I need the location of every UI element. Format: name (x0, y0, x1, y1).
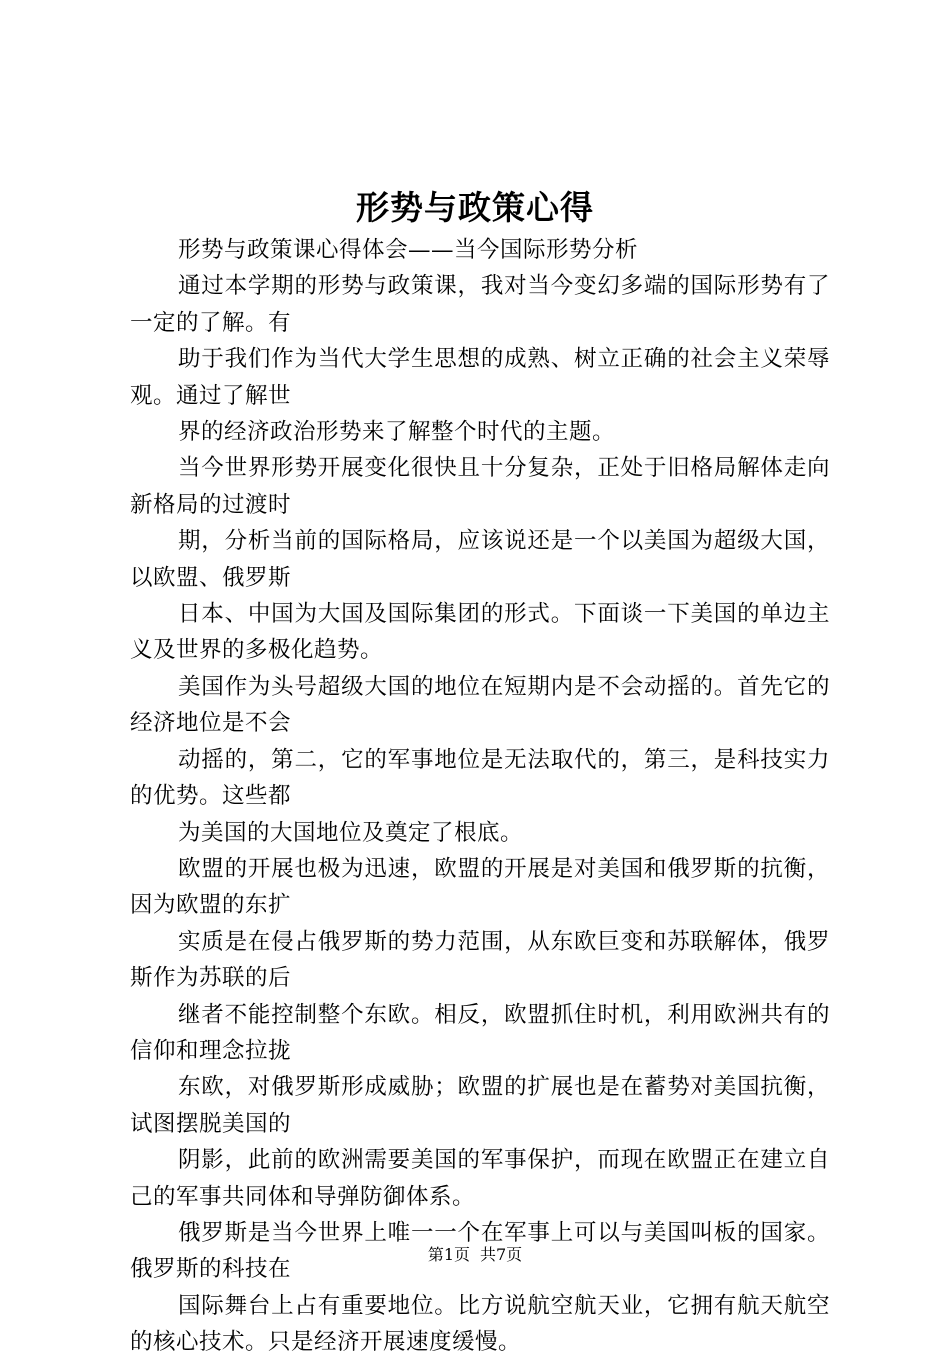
paragraph: 美国作为头号超级大国的地位在短期内是不会动摇的。首先它的经济地位是不会 (130, 673, 830, 737)
paragraph: 界的经济政治形势来了解整个时代的主题。 (178, 419, 616, 446)
paragraph: 当今世界形势开展变化很快且十分复杂，正处于旧格局解体走向新格局的过渡时 (130, 455, 830, 518)
paragraph: 形势与政策课心得体会——当今国际形势分析 (178, 237, 639, 263)
paragraph: 日本、中国为大国及国际集团的形式。下面谈一下美国的单边主义及世界的多极化趋势。 (130, 601, 830, 664)
page-total: 共7页 (480, 1245, 523, 1264)
paragraph: 阴影，此前的欧洲需要美国的军事保护，而现在欧盟正在建立自己的军事共同体和导弹防御体系。 (130, 1147, 830, 1210)
page-number: 第1页 (427, 1245, 470, 1264)
paragraph: 动摇的，第二，它的军事地位是无法取代的，第三，是科技实力的优势。这些都 (130, 746, 830, 810)
paragraph: 实质是在侵占俄罗斯的势力范围，从东欧巨变和苏联解体，俄罗斯作为苏联的后 (130, 928, 830, 992)
paragraph: 继者不能控制整个东欧。相反，欧盟抓住时机，利用欧洲共有的信仰和理念拉拢 (130, 1001, 830, 1064)
paragraph: 为美国的大国地位及奠定了根底。 (178, 819, 524, 846)
page-footer (0, 1244, 950, 1266)
paragraph: 欧盟的开展也极为迅速，欧盟的开展是对美国和俄罗斯的抗衡，因为欧盟的东扩 (130, 855, 830, 919)
paragraph: 助于我们作为当代大学生思想的成熟、树立正确的社会主义荣辱观。通过了解世 (130, 346, 830, 409)
paragraph: 期，分析当前的国际格局，应该说还是一个以美国为超级大国，以欧盟、俄罗斯 (130, 528, 830, 591)
paragraph: 俄罗斯是当今世界上唯一一个在军事上可以与美国叫板的国家。俄罗斯的科技在 (130, 1219, 830, 1283)
paragraph: 通过本学期的形势与政策课，我对当今变幻多端的国际形势有了一定的了解。有 (130, 273, 830, 336)
paragraph: 东欧，对俄罗斯形成威胁；欧盟的扩展也是在蓄势对美国抗衡，试图摆脱美国的 (130, 1074, 830, 1137)
document-body (130, 232, 830, 1361)
document-title: 形势与政策心得 (356, 188, 594, 227)
paragraph: 国际舞台上占有重要地位。比方说航空航天业，它拥有航天航空的核心技术。只是经济开展速度缓慢。 (130, 1292, 830, 1356)
